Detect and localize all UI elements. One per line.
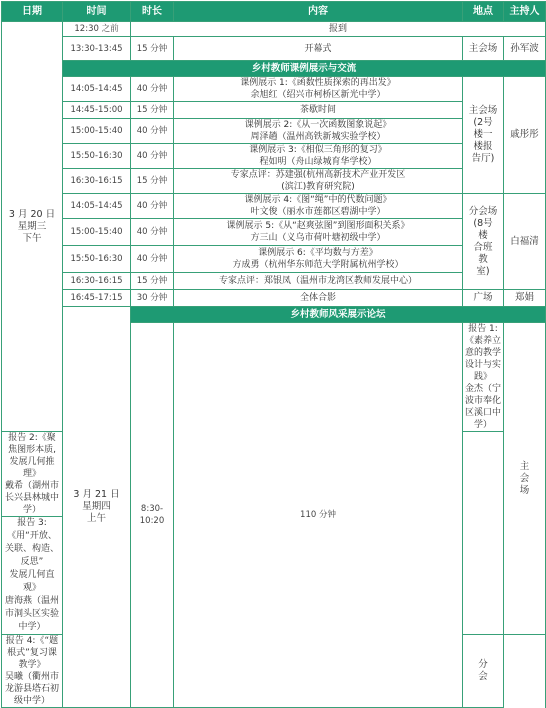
time-cell: 14:05-14:45 [63, 194, 131, 219]
header-host: 主持人 [504, 2, 546, 22]
table-row [2, 290, 546, 307]
date-cell-day1: 3 月 20 日 星期三 下午 [2, 22, 63, 432]
table-row [2, 37, 546, 61]
duration-cell: 15 分钟 [131, 273, 174, 290]
time-cell: 14:45-15:00 [63, 102, 131, 119]
place-cell: 主 会 场 [504, 323, 546, 635]
time-cell: 15:00-15:40 [63, 219, 131, 246]
duration-cell: 15 分钟 [131, 102, 174, 119]
table-row [2, 22, 546, 37]
content-cell: 课例展示 4:《图“绳”中的代数问题》 叶文俊（丽水市莲都区碧湖中学） [174, 194, 463, 219]
content-cell: 课例展示 3:《相似三角形的复习》 程如明（舟山绿城育华学校） [174, 144, 463, 169]
host-cell: 郑娟 [504, 290, 546, 307]
place-cell: 主会场 (2号 楼一 楼报 告厅) [463, 77, 504, 194]
date-cell-day2: 3 月 21 日 星期四 上午 [63, 307, 131, 708]
content-cell: 课例展示 2:《从一次函数图象说起》 周泽趟（温州高铁新城实验学校） [174, 119, 463, 144]
time-cell: 16:30-16:15 [63, 169, 131, 194]
content-cell: 课例展示 6:《平均数与方差》 方成勇（杭州华东师范大学附属杭州学校） [174, 246, 463, 273]
content-cell: 报告 4:《“题根式”复习课教学》 吴曦（衢州市龙游县塔石初级中学） [2, 635, 63, 708]
time-cell: 15:50-16:30 [63, 246, 131, 273]
schedule-table [1, 1, 546, 708]
table-row [2, 194, 546, 219]
header-date: 日期 [2, 2, 63, 22]
place-cell: 分会场 (8号 楼 合班 教 室) [463, 194, 504, 290]
duration-cell: 15 分钟 [131, 169, 174, 194]
time-cell: 12:30 之前 [63, 22, 131, 37]
table-row [2, 77, 546, 102]
time-cell: 15:00-15:40 [63, 119, 131, 144]
place-cell: 主会场 [463, 37, 504, 61]
content-cell: 开幕式 [174, 37, 463, 61]
content-cell: 专家点评：郑银凤（温州市龙湾区教师发展中心） [174, 273, 463, 290]
section-row [2, 61, 546, 77]
duration-cell: 30 分钟 [131, 290, 174, 307]
duration-cell: 40 分钟 [131, 144, 174, 169]
duration-cell: 40 分钟 [131, 119, 174, 144]
section-title: 乡村教师风采展示论坛 [131, 307, 546, 323]
header-duration: 时长 [131, 2, 174, 22]
host-cell: 孙军波 [504, 37, 546, 61]
time-cell: 16:30-16:15 [63, 273, 131, 290]
content-cell: 专家点评：苏建强(杭州高新技术产业开发区 (滨江)教育研究院) [174, 169, 463, 194]
content-cell: 课例展示 5:《从“赵爽弦图”到图形面积关系》 方三山（义乌市荷叶塘初级中学） [174, 219, 463, 246]
content-cell: 报到 [131, 22, 546, 37]
time-cell: 8:30-10:20 [131, 323, 174, 708]
duration-cell: 40 分钟 [131, 219, 174, 246]
content-cell: 课例展示 1:《函数性质探索的再出发》 余旭红（绍兴市柯桥区新光中学） [174, 77, 463, 102]
place-cell: 广场 [463, 290, 504, 307]
content-cell: 全体合影 [174, 290, 463, 307]
content-cell: 报告 2:《聚焦图形本质,发展几何推理》 戴希（湖州市长兴县林城中学） [2, 432, 63, 517]
host-cell: 白福清 [504, 194, 546, 290]
duration-cell: 40 分钟 [131, 246, 174, 273]
section-row [2, 307, 546, 323]
header-row [2, 2, 546, 22]
time-cell: 16:45-17:15 [63, 290, 131, 307]
content-cell: 报告 3:《用“开放、关联、构造、反思” 发展几何直观》 唐海燕（温州市洞头区实验中学） [2, 517, 63, 635]
content-cell: 茶歇时间 [174, 102, 463, 119]
header-content: 内容 [174, 2, 463, 22]
header-place: 地点 [463, 2, 504, 22]
duration-cell: 15 分钟 [131, 37, 174, 61]
section-title: 乡村教师课例展示与交流 [63, 61, 546, 77]
time-cell: 14:05-14:45 [63, 77, 131, 102]
time-cell: 15:50-16:30 [63, 144, 131, 169]
header-time: 时间 [63, 2, 131, 22]
duration-cell: 110 分钟 [174, 323, 463, 708]
host-cell: 戚彤彤 [504, 77, 546, 194]
time-cell: 13:30-13:45 [63, 37, 131, 61]
duration-cell: 40 分钟 [131, 77, 174, 102]
place-cell: 分 会 [463, 635, 504, 708]
content-cell: 报告 1:《素养立意的教学设计与实践》 金杰（宁波市奉化区溪口中学） [463, 323, 504, 432]
duration-cell: 40 分钟 [131, 194, 174, 219]
